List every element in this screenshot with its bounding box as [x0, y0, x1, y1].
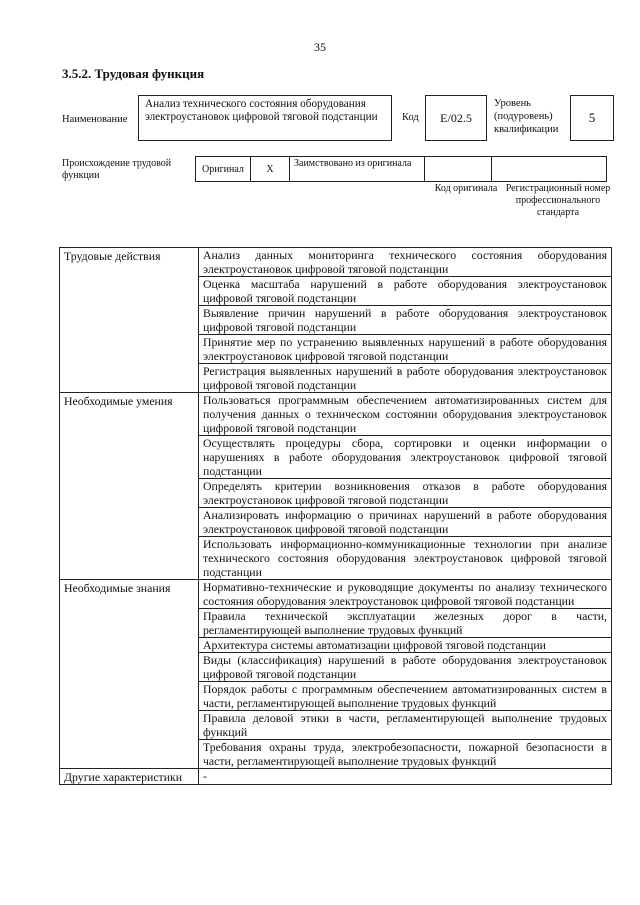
table-row [60, 393, 612, 436]
knowledge-item: Архитектура системы автоматизации цифровой тяговой подстанции [199, 638, 612, 653]
section-title: 3.5.2. Трудовая функция [62, 66, 205, 81]
code-caption: Код оригинала [434, 183, 498, 194]
table-row [60, 769, 612, 785]
origin-row [196, 156, 612, 182]
skills-label: Необходимые умения [60, 393, 199, 580]
borrowed-label: Заимствовано из оригинала [289, 156, 425, 182]
action-item: Выявление причин нарушений в работе оборудования электроустановок цифровой тяговой подстанции [199, 306, 612, 335]
knowledge-item: Нормативно-технические и руководящие документы по анализу технического состояния оборудования электроустановок цифровой тяговой подстанции [199, 580, 612, 609]
action-item: Анализ данных мониторинга технического состояния оборудования электроустановок цифровой тяговой подстанции [199, 248, 612, 277]
action-item: Принятие мер по устранению выявленных нарушений в работе оборудования электроустановок цифровой тяговой подстанции [199, 335, 612, 364]
level-label: Уровень (подуровень) квалификации [494, 98, 559, 135]
reg-number-cell [491, 156, 607, 182]
origin-label: Происхождение трудовой функции [62, 158, 172, 181]
knowledge-item: Правила деловой этики в части, регламентирующей выполнение трудовых функций [199, 711, 612, 740]
code-label: Код [402, 112, 419, 123]
skill-item: Осуществлять процедуры сбора, сортировки и оценки информации о нарушениях в работе оборудования электроустановок цифровой тяговой подстанции [199, 436, 612, 479]
knowledge-item: Требования охраны труда, электробезопасности, пожарной безопасности в части, регламентирующей выполнение трудовых функций [199, 740, 612, 769]
actions-label: Трудовые действия [60, 248, 199, 393]
function-code: E/02.5 [425, 95, 487, 141]
action-item: Регистрация выявленных нарушений в работе оборудования электроустановок цифровой тяговой подстанции [199, 364, 612, 393]
table-row [60, 580, 612, 609]
skill-item: Определять критерии возникновения отказов в работе оборудования электроустановок цифровой тяговой подстанции [199, 479, 612, 508]
level-value: 5 [570, 95, 614, 141]
original-label: Оригинал [195, 156, 251, 182]
knowledge-label: Необходимые знания [60, 580, 199, 769]
table-row [60, 248, 612, 277]
reg-caption: Регистрационный номер профессионального стандарта [505, 183, 611, 218]
knowledge-item: Порядок работы с программным обеспечением автоматизированных систем в части, регламентирующей выполнение трудовых функций [199, 682, 612, 711]
other-label: Другие характеристики [60, 769, 199, 785]
original-mark: X [250, 156, 290, 182]
page-number: 35 [314, 40, 326, 54]
name-label: Наименование [62, 114, 128, 125]
skill-item: Использовать информационно-коммуникационные технологии при анализе технического состояния оборудования электроустановок цифровой тяговой подстанции [199, 537, 612, 580]
original-code-cell [424, 156, 492, 182]
knowledge-item: Правила технической эксплуатации железных дорог в части, регламентирующей выполнение трудовых функций [199, 609, 612, 638]
action-item: Оценка масштаба нарушений в работе оборудования электроустановок цифровой тяговой подстанции [199, 277, 612, 306]
other-value: - [199, 769, 612, 785]
knowledge-item: Виды (классификация) нарушений в работе оборудования электроустановок цифровой тяговой подстанции [199, 653, 612, 682]
skill-item: Анализировать информацию о причинах нарушений в работе оборудования электроустановок цифровой тяговой подстанции [199, 508, 612, 537]
function-name: Анализ технического состояния оборудования электроустановок цифровой тяговой подстанции [138, 95, 392, 141]
function-table [59, 247, 612, 785]
skill-item: Пользоваться программным обеспечением автоматизированных систем для получения данных о техническом состоянии оборудования электроустановок цифровой тяговой подстанции [199, 393, 612, 436]
